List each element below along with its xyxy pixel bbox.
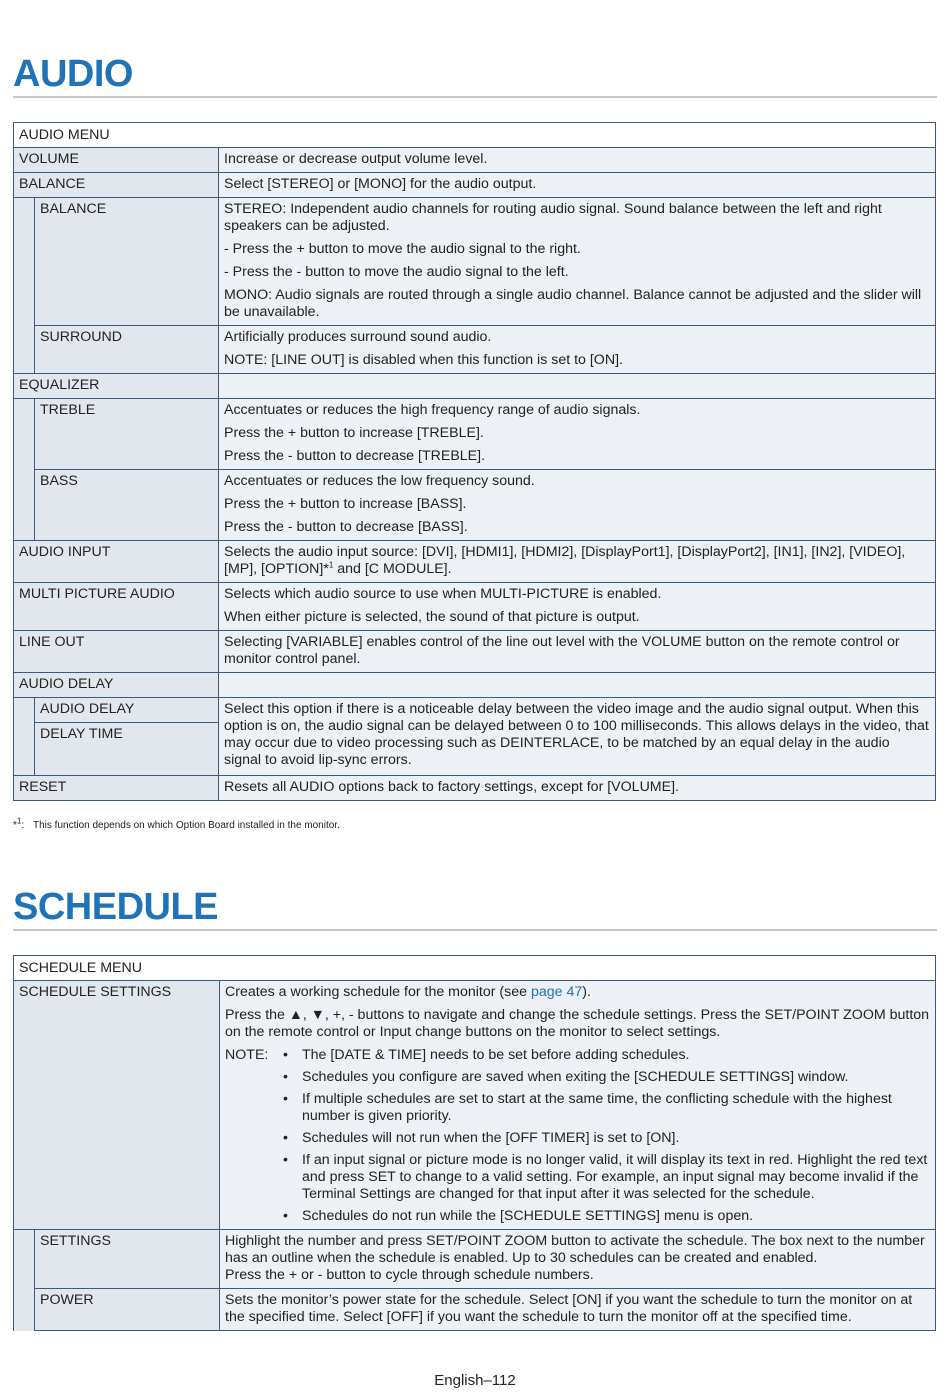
list-item: • If multiple schedules are set to start at the same time, the conflicting schedule with the highest number is given priority. <box>281 1091 930 1125</box>
audio-footnote <box>13 816 340 832</box>
table-row <box>14 374 936 399</box>
table-row <box>14 541 936 583</box>
schedule-title-rule <box>13 929 937 931</box>
audio-menu-header: AUDIO MENU <box>14 123 936 148</box>
footnote-mark-suffix: : <box>21 820 25 831</box>
indent-gutter <box>14 198 35 374</box>
treble-desc-line: Press the - button to decrease [TREBLE]. <box>224 448 486 464</box>
table-row <box>14 631 936 673</box>
schedule-settings-press: Press the ▲, ▼, +, - buttons to navigate and change the schedule settings. Press the SET/POINT ZOOM button on the remote control or Input change buttons on the monitor to select settings. <box>225 1007 930 1040</box>
equalizer-label: EQUALIZER <box>14 374 219 399</box>
balance-desc-line: - Press the + button to move the audio signal to the right. <box>224 241 581 257</box>
surround-label: SURROUND <box>35 326 219 374</box>
line-out-desc: Selecting [VARIABLE] enables control of the line out level with the VOLUME button on the remote control or monitor control panel. <box>219 631 936 673</box>
footnote-ref: 1 <box>328 560 334 570</box>
table-row <box>14 673 936 698</box>
table-row <box>14 148 936 173</box>
table-row <box>14 1289 936 1331</box>
table-row <box>14 1230 936 1289</box>
schedule-settings-intro <box>225 984 930 1001</box>
balance-desc <box>219 198 936 326</box>
surround-desc-line: Artificially produces surround sound audio. <box>224 329 492 345</box>
indent-gutter <box>14 698 35 776</box>
table-row <box>14 399 936 470</box>
note-list <box>281 1047 930 1225</box>
bass-label: BASS <box>35 470 219 541</box>
audio-delay-group-label: AUDIO DELAY <box>14 673 219 698</box>
page-47-link[interactable]: page 47 <box>530 984 583 1000</box>
table-row <box>14 583 936 631</box>
table-row <box>14 698 936 723</box>
balance-group-label: BALANCE <box>14 173 219 198</box>
page-number: English–112 <box>434 1372 516 1389</box>
table-row <box>14 173 936 198</box>
list-item: • Schedules will not run when the [OFF TIMER] is set to [ON]. <box>281 1130 930 1147</box>
power-label: POWER <box>35 1289 220 1331</box>
multi-picture-audio-desc <box>219 583 936 631</box>
treble-desc-line: Accentuates or reduces the high frequency range of audio signals. <box>224 402 641 418</box>
audio-input-desc-tail: and [C MODULE]. <box>333 561 452 577</box>
schedule-settings-label: SCHEDULE SETTINGS <box>14 981 220 1230</box>
audio-title: AUDIO <box>13 53 133 95</box>
footnote-text: This function depends on which Option Board installed in the monitor. <box>33 820 340 831</box>
footnote-mark-number: 1 <box>16 816 22 826</box>
list-item: • The [DATE & TIME] needs to be set before adding schedules. <box>281 1047 930 1064</box>
audio-title-rule <box>13 96 937 98</box>
note-label: NOTE: <box>225 1047 269 1063</box>
volume-desc: Increase or decrease output volume level. <box>219 148 936 173</box>
table-row <box>14 198 936 326</box>
balance-desc-line: - Press the - button to move the audio signal to the left. <box>224 264 569 280</box>
schedule-menu-table <box>13 955 936 1331</box>
schedule-title: SCHEDULE <box>13 886 219 928</box>
settings-desc <box>220 1230 936 1289</box>
line-out-label: LINE OUT <box>14 631 219 673</box>
table-header-row <box>14 123 936 148</box>
bass-desc-line: Press the - button to decrease [BASS]. <box>224 519 468 535</box>
table-row <box>14 776 936 801</box>
bass-desc-line: Press the + button to increase [BASS]. <box>224 496 467 512</box>
audio-input-desc <box>219 541 936 583</box>
footnote-mark-prefix: * <box>13 820 17 831</box>
bass-desc <box>219 470 936 541</box>
reset-desc: Resets all AUDIO options back to factory settings, except for [VOLUME]. <box>219 776 936 801</box>
settings-desc-text: Highlight the number and press SET/POINT ZOOM button to activate the schedule. The box next to the number has an outline when the schedule is enabled. Up to 30 schedules can be created and enabled. <box>225 1233 925 1266</box>
settings-label: SETTINGS <box>35 1230 220 1289</box>
multi-picture-audio-desc-line: Selects which audio source to use when MULTI-PICTURE is enabled. <box>224 586 662 602</box>
balance-label: BALANCE <box>35 198 219 326</box>
equalizer-desc <box>219 374 936 399</box>
schedule-settings-desc <box>220 981 936 1230</box>
table-row <box>14 981 936 1230</box>
bass-desc-line: Accentuates or reduces the low frequency sound. <box>224 473 535 489</box>
schedule-settings-note <box>225 1047 930 1225</box>
indent-gutter <box>14 1230 35 1331</box>
list-item: • Schedules you configure are saved when exiting the [SCHEDULE SETTINGS] window. <box>281 1069 930 1086</box>
footnote-mark <box>13 816 33 832</box>
audio-input-label: AUDIO INPUT <box>14 541 219 583</box>
surround-desc-line: NOTE: [LINE OUT] is disabled when this function is set to [ON]. <box>224 352 623 368</box>
schedule-settings-intro-tail: ). <box>582 984 591 1000</box>
balance-desc-line: STEREO: Independent audio channels for routing audio signal. Sound balance between the left and right speakers can be adjusted. <box>224 201 882 234</box>
treble-label: TREBLE <box>35 399 219 470</box>
list-item: • Schedules do not run while the [SCHEDULE SETTINGS] menu is open. <box>281 1208 930 1225</box>
delay-time-desc: Select this option if there is a noticeable delay between the video image and the audio signal output. When this option is on, the audio signal can be delayed between 0 to 100 milliseconds. This allows delays in the video, that may occur due to video processing such as DEINTERLACE, to be matched by an equal delay in the audio signal to avoid lip-sync errors. <box>219 698 936 776</box>
delay-time-label: DELAY TIME <box>35 723 219 776</box>
table-row <box>14 326 936 374</box>
multi-picture-audio-desc-line: When either picture is selected, the sound of that picture is output. <box>224 609 640 625</box>
audio-menu-table <box>13 122 936 801</box>
list-item: • If an input signal or picture mode is no longer valid, it will display its text in red. Highlight the red text and press SET to change to a valid setting. For example, an input signal may become invalid if the Terminal Settings are changed for that input after it was selected for the schedule. <box>281 1152 930 1203</box>
power-desc: Sets the monitor’s power state for the schedule. Select [ON] if you want the schedule to turn the monitor on at the specified time. Select [OFF] if you want the schedule to turn the monitor off at the specified time. <box>220 1289 936 1331</box>
treble-desc-line: Press the + button to increase [TREBLE]. <box>224 425 484 441</box>
treble-desc <box>219 399 936 470</box>
schedule-menu-header: SCHEDULE MENU <box>14 956 936 981</box>
audio-input-desc-text: Selects the audio input source: [DVI], [HDMI1], [HDMI2], [DisplayPort1], [DisplayPort2], [IN1], [IN2], [VIDEO], [MP], [OPTION]* <box>224 544 906 577</box>
table-header-row <box>14 956 936 981</box>
table-row <box>14 470 936 541</box>
volume-label: VOLUME <box>14 148 219 173</box>
audio-delay-group-desc <box>219 673 936 698</box>
reset-label: RESET <box>14 776 219 801</box>
audio-delay-label: AUDIO DELAY <box>35 698 219 723</box>
balance-group-desc: Select [STEREO] or [MONO] for the audio output. <box>219 173 936 198</box>
settings-desc-text-2: Press the + or - button to cycle through schedule numbers. <box>225 1267 594 1283</box>
balance-desc-line: MONO: Audio signals are routed through a single audio channel. Balance cannot be adjusted and the slider will be unavailable. <box>224 287 922 320</box>
surround-desc <box>219 326 936 374</box>
schedule-settings-intro-text: Creates a working schedule for the monitor (see <box>225 984 531 1000</box>
indent-gutter <box>14 399 35 541</box>
multi-picture-audio-label: MULTI PICTURE AUDIO <box>14 583 219 631</box>
